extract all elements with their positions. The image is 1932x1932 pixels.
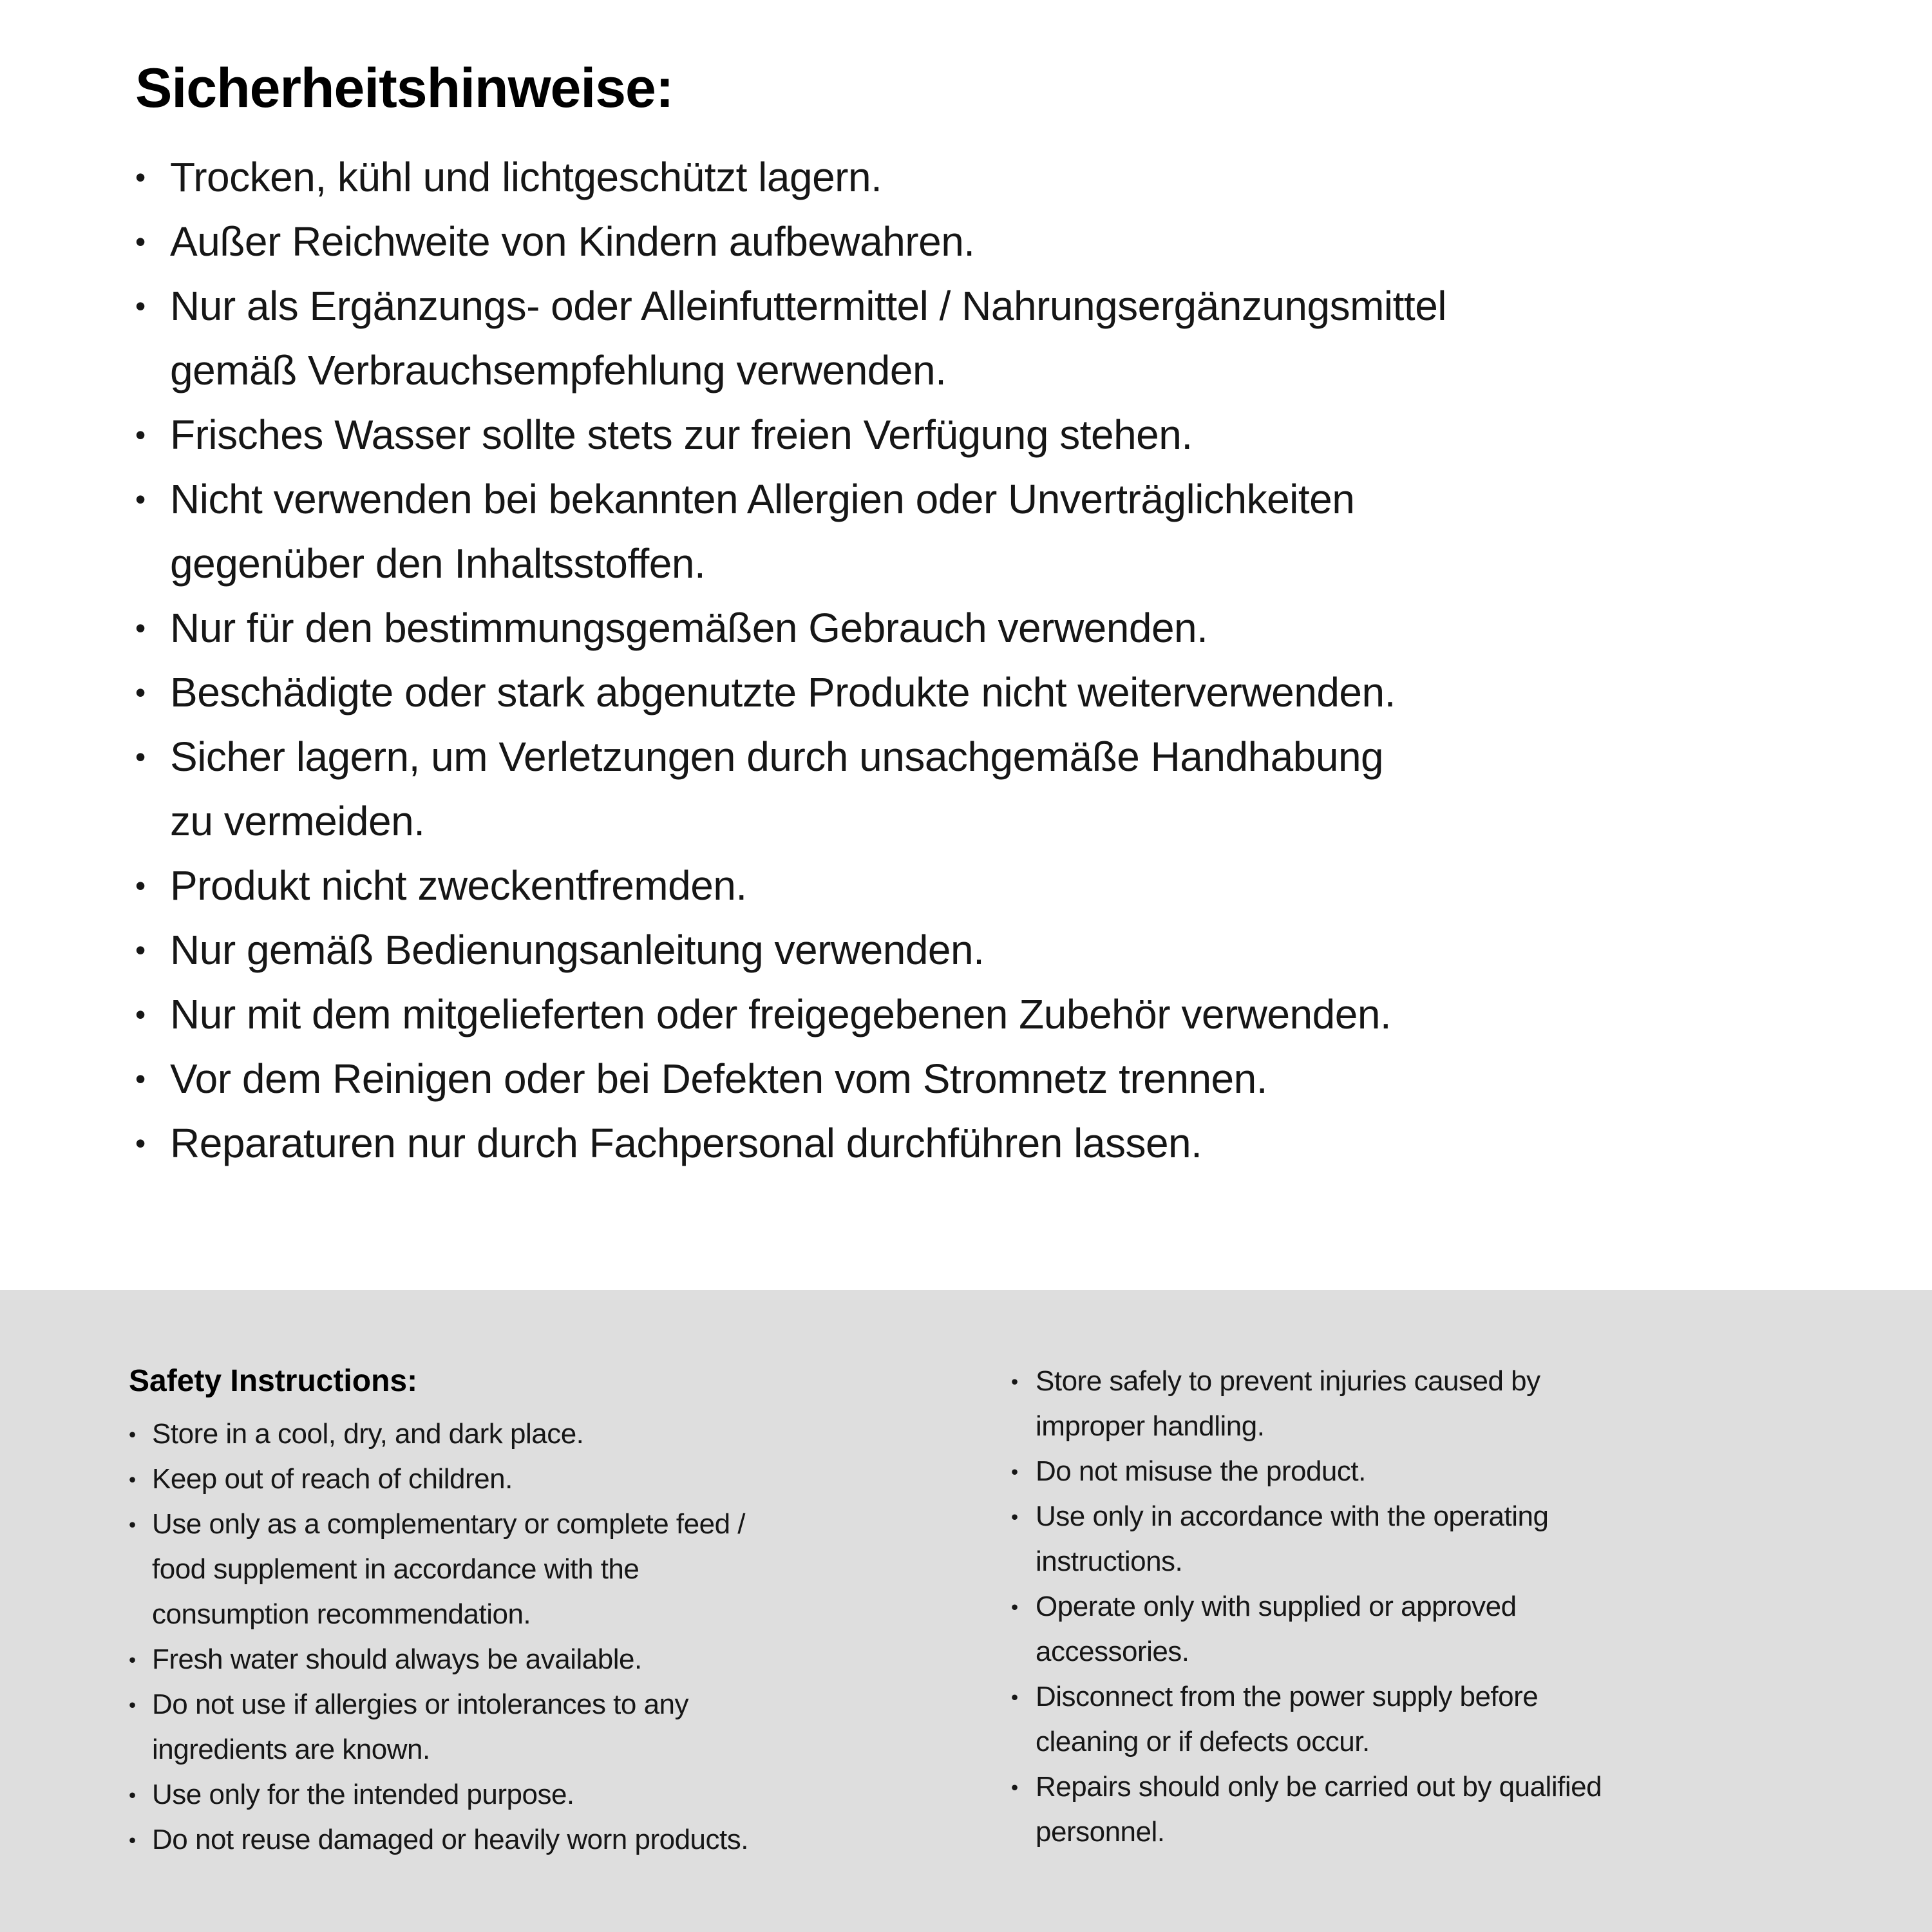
bullet-marker-icon: •: [1011, 1595, 1018, 1618]
list-item: [129, 1637, 1011, 1682]
list-item-text: Do not use if allergies or intolerances to any ingredients are known.: [152, 1689, 689, 1765]
german-section-heading: Sicherheitshinweise:: [135, 57, 674, 119]
list-item-text: Außer Reichweite von Kindern aufbewahren.: [170, 218, 975, 265]
bullet-marker-icon: •: [129, 1648, 136, 1671]
list-item: [135, 918, 1855, 982]
list-item-text: Vor dem Reinigen oder bei Defekten vom Stromnetz trennen.: [170, 1055, 1267, 1102]
bullet-marker-icon: •: [129, 1828, 136, 1852]
bullet-marker-icon: •: [1011, 1460, 1018, 1483]
list-item: [1011, 1674, 1855, 1765]
bullet-marker-icon: •: [135, 933, 146, 967]
list-item-text: Reparaturen nur durch Fachpersonal durchführen lassen.: [170, 1119, 1202, 1166]
list-item-text: Store in a cool, dry, and dark place.: [152, 1418, 584, 1450]
list-item: [129, 1817, 1011, 1862]
bullet-marker-icon: •: [129, 1693, 136, 1716]
list-item-text: Fresh water should always be available.: [152, 1643, 642, 1675]
list-item: [129, 1412, 1011, 1457]
list-item: [135, 982, 1855, 1046]
list-item-text: Trocken, kühl und lichtgeschützt lagern.: [170, 153, 882, 200]
english-right-column: [1011, 1359, 1855, 1862]
list-item-text: Sicher lagern, um Verletzungen durch unsachgemäße Handhabung zu vermeiden.: [170, 733, 1384, 844]
list-item-text: Do not reuse damaged or heavily worn products.: [152, 1824, 748, 1855]
list-item: [135, 853, 1855, 918]
german-safety-bullet-list: [135, 145, 1855, 1175]
list-item: [1011, 1584, 1855, 1674]
list-item: [135, 274, 1855, 402]
list-item: [135, 145, 1855, 209]
list-item-text: Do not misuse the product.: [1036, 1455, 1366, 1487]
list-item-text: Keep out of reach of children.: [152, 1463, 513, 1495]
list-item-text: Use only as a complementary or complete feed / food supplement in accordance with the consumption recommendation.: [152, 1508, 746, 1630]
list-item-text: Nur als Ergänzungs- oder Alleinfuttermittel / Nahrungsergänzungsmittel gemäß Verbrauchsempfehlung verwenden.: [170, 282, 1446, 393]
list-item-text: Nur gemäß Bedienungsanleitung verwenden.: [170, 926, 985, 973]
bullet-marker-icon: •: [135, 224, 146, 258]
bullet-marker-icon: •: [135, 1061, 146, 1095]
list-item: [135, 660, 1855, 724]
bullet-marker-icon: •: [129, 1423, 136, 1446]
list-item-text: Produkt nicht zweckentfremden.: [170, 862, 747, 909]
bullet-marker-icon: •: [135, 417, 146, 451]
list-item: [135, 1111, 1855, 1175]
list-item-text: Store safely to prevent injuries caused by improper handling.: [1036, 1365, 1540, 1442]
list-item: [135, 209, 1855, 274]
list-item-text: Nicht verwenden bei bekannten Allergien oder Unverträglichkeiten gegenüber den Inhaltsstoffen.: [170, 475, 1355, 587]
bullet-marker-icon: •: [135, 675, 146, 709]
bullet-marker-icon: •: [1011, 1776, 1018, 1799]
list-item: [135, 596, 1855, 660]
list-item: [1011, 1359, 1855, 1449]
list-item: [129, 1682, 1011, 1772]
list-item: [129, 1502, 1011, 1637]
list-item: [135, 402, 1855, 467]
bullet-marker-icon: •: [1011, 1370, 1018, 1393]
list-item-text: Frisches Wasser sollte stets zur freien Verfügung stehen.: [170, 411, 1193, 458]
bullet-marker-icon: •: [135, 160, 146, 194]
bullet-marker-icon: •: [1011, 1505, 1018, 1528]
list-item: [135, 1046, 1855, 1111]
list-item-text: Nur für den bestimmungsgemäßen Gebrauch verwenden.: [170, 604, 1208, 651]
bullet-marker-icon: •: [129, 1468, 136, 1491]
list-item: [129, 1457, 1011, 1502]
bullet-marker-icon: •: [135, 739, 146, 773]
bullet-marker-icon: •: [135, 868, 146, 902]
list-item: [135, 724, 1855, 853]
list-item-text: Beschädigte oder stark abgenutzte Produkte nicht weiterverwenden.: [170, 668, 1396, 715]
english-left-column: [129, 1359, 1011, 1862]
list-item-text: Repairs should only be carried out by qualified personnel.: [1036, 1771, 1602, 1848]
list-item-text: Nur mit dem mitgelieferten oder freigegebenen Zubehör verwenden.: [170, 990, 1392, 1037]
bullet-marker-icon: •: [129, 1783, 136, 1806]
list-item-text: Operate only with supplied or approved accessories.: [1036, 1591, 1517, 1667]
english-right-bullet-list: [1011, 1359, 1855, 1855]
list-item: [1011, 1765, 1855, 1855]
bullet-marker-icon: •: [135, 1126, 146, 1160]
english-two-column-layout: [0, 1290, 1932, 1862]
list-item-text: Disconnect from the power supply before cleaning or if defects occur.: [1036, 1681, 1539, 1757]
bullet-marker-icon: •: [129, 1513, 136, 1536]
list-item: [1011, 1494, 1855, 1584]
english-section-heading: Safety Instructions:: [129, 1364, 418, 1398]
bullet-marker-icon: •: [1011, 1685, 1018, 1709]
bullet-marker-icon: •: [135, 289, 146, 323]
list-item: [1011, 1449, 1855, 1494]
list-item-text: Use only for the intended purpose.: [152, 1779, 574, 1810]
list-item-text: Use only in accordance with the operating instructions.: [1036, 1501, 1549, 1577]
english-section: [0, 1290, 1932, 1932]
list-item: [129, 1772, 1011, 1817]
english-left-bullet-list: [129, 1412, 1011, 1862]
bullet-marker-icon: •: [135, 482, 146, 516]
bullet-marker-icon: •: [135, 611, 146, 645]
list-item: [135, 467, 1855, 596]
bullet-marker-icon: •: [135, 997, 146, 1031]
